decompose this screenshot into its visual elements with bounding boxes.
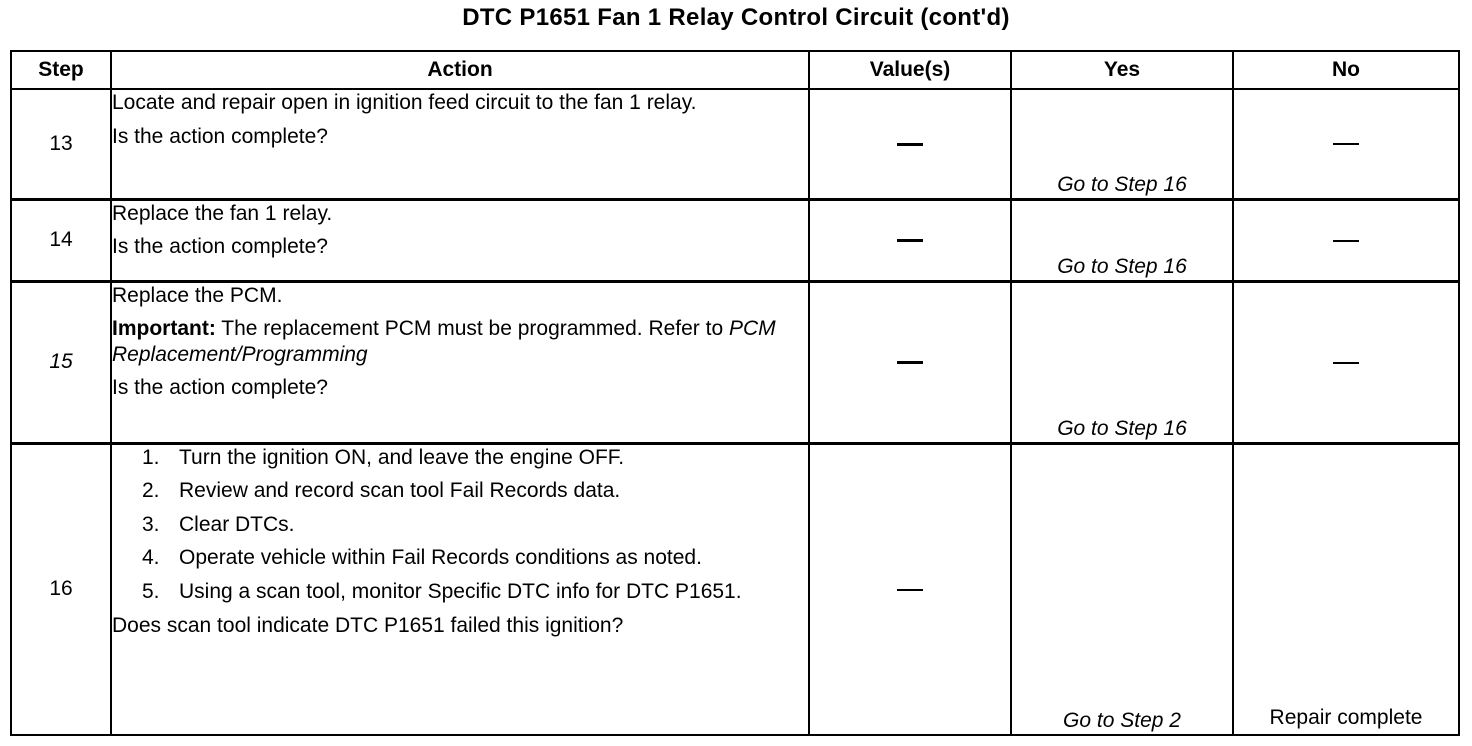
action-text: Locate and repair open in ignition feed circuit to the fan 1 relay. — [112, 91, 697, 114]
value-dash — [897, 239, 923, 242]
yes-cell — [1011, 281, 1233, 443]
yes-cell — [1011, 89, 1233, 199]
list-item-number: 1. — [142, 445, 160, 469]
list-item-text: Turn the ignition ON, and leave the engine OFF. — [179, 445, 625, 469]
step-number-text: 15 — [49, 350, 73, 374]
step-number: 16 — [11, 443, 111, 735]
important-note — [112, 316, 808, 367]
action-cell — [111, 199, 809, 281]
no-cell: Repair complete — [1233, 443, 1459, 735]
action-cell — [111, 443, 809, 735]
list-item-text: Operate vehicle within Fail Records conditions as noted. — [179, 546, 702, 570]
important-label: Important: — [112, 317, 216, 341]
list-item-number: 3. — [142, 512, 160, 536]
no-dash — [1333, 362, 1359, 364]
header-step: Step — [11, 51, 111, 89]
list-item — [112, 478, 808, 504]
step-number: 14 — [11, 199, 111, 281]
yes-link-text: Go to Step 16 — [1057, 416, 1187, 440]
list-item-text: Clear DTCs. — [179, 512, 295, 536]
yes-link-text: Go to Step 16 — [1057, 172, 1187, 196]
header-values: Value(s) — [809, 51, 1011, 89]
no-dash — [1333, 240, 1359, 242]
table-row — [11, 443, 1459, 735]
important-text: The replacement PCM must be programmed. Refer to — [215, 317, 729, 341]
action-cell — [111, 281, 809, 443]
no-cell — [1233, 199, 1459, 281]
header-no: No — [1233, 51, 1459, 89]
table-row — [11, 281, 1459, 443]
action-cell — [111, 89, 809, 199]
no-cell — [1233, 89, 1459, 199]
action-question: Is the action complete? — [112, 376, 328, 400]
value-dash — [897, 589, 923, 591]
procedure-list — [112, 445, 808, 605]
value-dash — [897, 361, 923, 364]
value-cell — [809, 89, 1011, 199]
yes-cell — [1011, 443, 1233, 735]
list-item-text: Using a scan tool, monitor Specific DTC info for DTC P1651. — [179, 579, 742, 603]
value-dash — [897, 143, 923, 146]
list-item-number: 4. — [142, 546, 160, 570]
header-row — [11, 51, 1459, 89]
list-item — [112, 545, 808, 571]
diagnostic-table — [10, 50, 1460, 736]
value-cell — [809, 443, 1011, 735]
list-item-number: 2. — [142, 479, 160, 503]
list-item — [112, 579, 808, 605]
list-item — [112, 445, 808, 471]
no-cell — [1233, 281, 1459, 443]
list-item — [112, 512, 808, 538]
reference-link: PCM Replacement/Programming — [112, 317, 776, 366]
list-item-number: 5. — [142, 579, 160, 603]
header-yes: Yes — [1011, 51, 1233, 89]
page-title: DTC P1651 Fan 1 Relay Control Circuit (cont'd) — [462, 4, 1010, 31]
step-number — [11, 281, 111, 443]
no-dash — [1333, 143, 1359, 145]
table-row — [11, 89, 1459, 199]
action-text: Replace the fan 1 relay. — [112, 201, 333, 225]
yes-link-text: Go to Step 16 — [1057, 254, 1187, 278]
action-question: Is the action complete? — [112, 124, 328, 148]
yes-link-text: Go to Step 2 — [1063, 709, 1181, 733]
action-text: Replace the PCM. — [112, 283, 283, 307]
list-item-text: Review and record scan tool Fail Records data. — [179, 479, 621, 503]
header-action: Action — [111, 51, 809, 89]
action-question: Is the action complete? — [112, 235, 328, 259]
step-number: 13 — [11, 89, 111, 199]
table-row — [11, 199, 1459, 281]
action-question: Does scan tool indicate DTC P1651 failed this ignition? — [112, 613, 624, 637]
value-cell — [809, 199, 1011, 281]
yes-cell — [1011, 199, 1233, 281]
value-cell — [809, 281, 1011, 443]
